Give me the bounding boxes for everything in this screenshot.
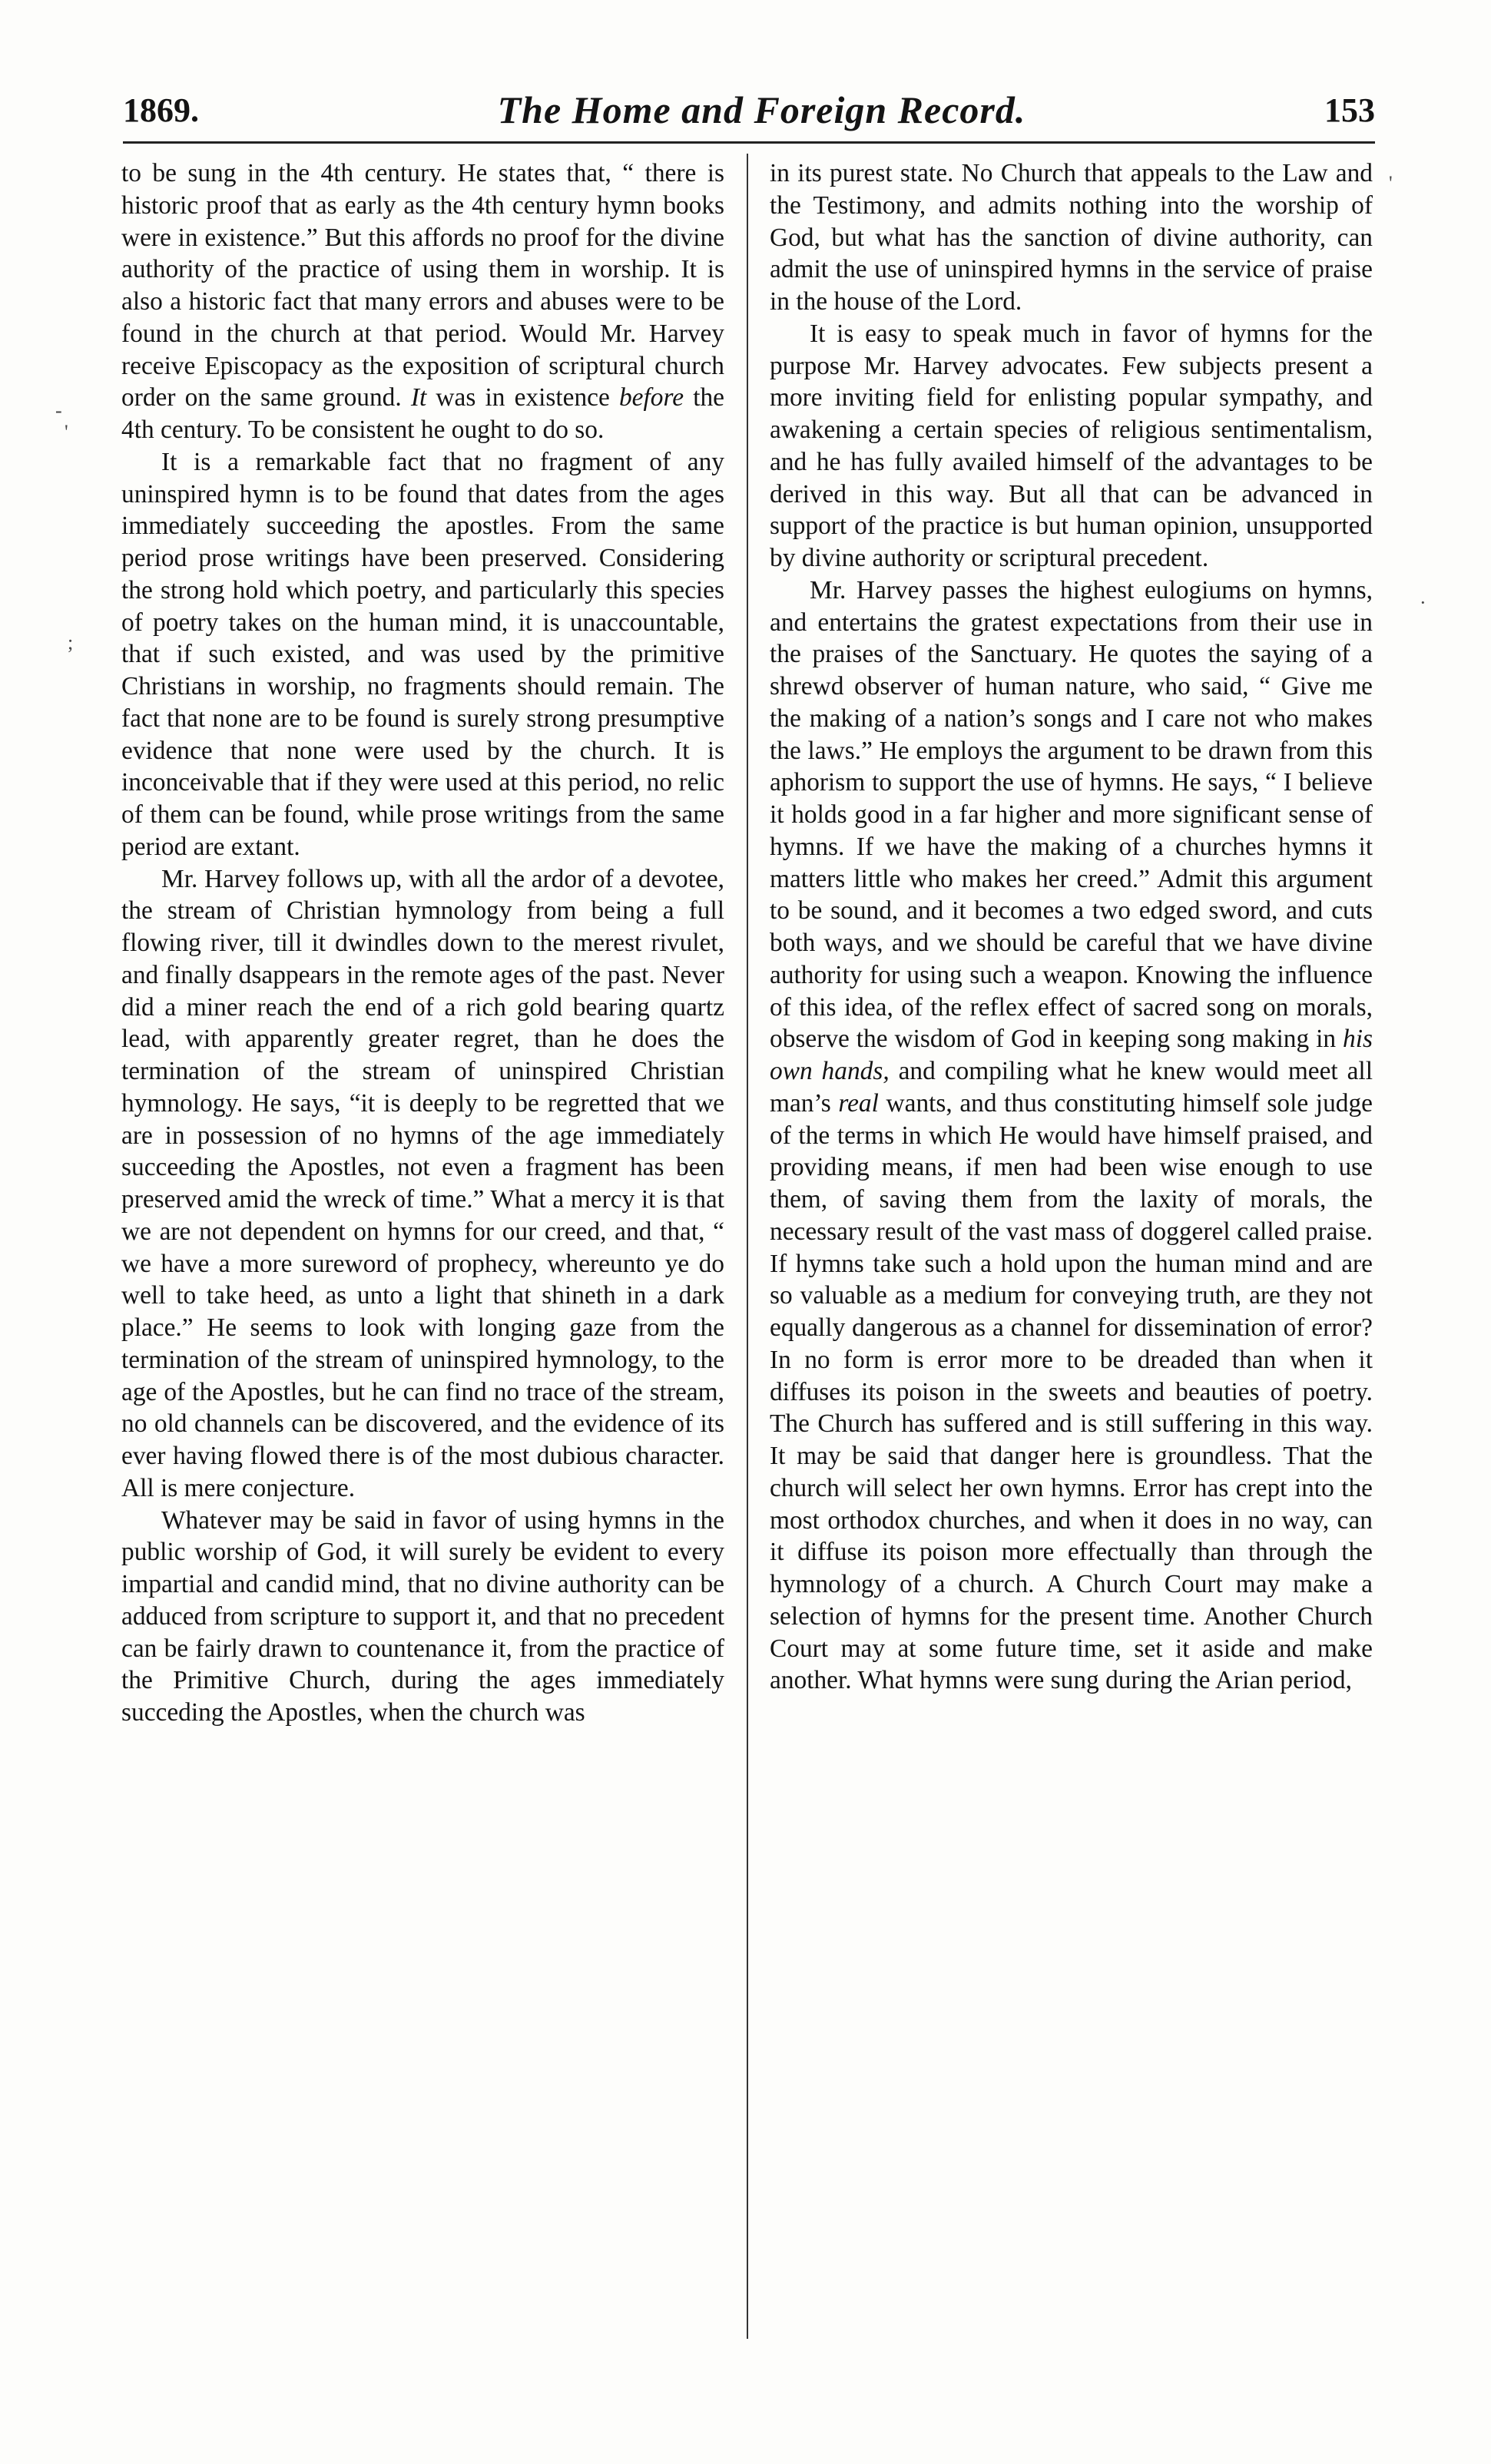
italic-it: It — [410, 383, 427, 412]
italic-before: before — [618, 383, 684, 412]
running-header — [123, 83, 1375, 137]
header-year: 1869. — [123, 91, 199, 129]
right-paragraph-1: in its purest state. No Church that appeals to the Law and the Testimony, and admits nothing into the worship of God, but what has the sanction of divine authority, can admit the use of uninspired hymns in the service of praise in the house of the Lord. — [770, 159, 1373, 316]
page-number: 153 — [1324, 91, 1375, 129]
margin-mark: ' — [65, 421, 68, 443]
right-column — [770, 157, 1373, 1697]
margin-mark: · — [1420, 591, 1426, 614]
margin-mark: - — [55, 399, 62, 422]
header-rule — [123, 141, 1375, 144]
left-paragraph-3: Mr. Harvey follows up, with all the ardor of a devotee, the stream of Christian hymnology from being a full flowing river, till it dwindles down to the merest rivulet, and finally dsappears in the remote ages of the past. Never did a miner reach the end of a rich gold bearing quartz lead, with apparently greater regret, than he does the termination of the stream of uninspired Christian hymnology. He says, “it is deeply to be regretted that we are in possession of no hymns of the age immediately succeeding the Apostles, not even a fragment has been preserved amid the wreck of time.” What a mercy it is that we are not dependent on hymns for our creed, and that, “ we have a more sureword of prophecy, whereunto ye do well to take heed, as unto a light that shineth in a dark place.” He seems to look with longing gaze from the termination of the stream of uninspired hymnology, to the age of the Apostles, but he can find no trace of the stream, no old channels can be discovered, and the evidence of its ever having flowed there is of the most dubious character. All is mere conjecture. — [121, 864, 724, 1502]
left-paragraph-1: to be sung in the 4th century. He states that, “ there is historic proof that as early as the 4th century hymn books were in existence.” But this affords no proof for the divine authority of the practice of using them in worship. It is also a historic fact that many errors and abuses were to be found in the church at that period. Would Mr. Harvey receive Episcopacy as the exposition of scriptural church order on the same ground. It was in existence before the 4th century. To be consistent he ought to do so. — [121, 159, 724, 444]
left-paragraph-4: Whatever may be said in favor of using hymns in the public worship of God, it will surely be evident to every impartial and candid mind, that no divine authority can be adduced from scripture to support it, and that no precedent can be fairly drawn to countenance it, from the practice of the Primitive Church, during the ages immediately succeding the Apostles, when the church was — [121, 1505, 724, 1727]
right-paragraph-2: It is easy to speak much in favor of hymns for the purpose Mr. Harvey advocates. Few subjects present a more inviting field for enlisting popular sympathy, and awakening a certain species of religious sentimentalism, and he has fully availed himself of the advantages to be derived in this way. But all that can be advanced in support of the practice is but human opinion, unsupported by divine authority or scriptural precedent. — [770, 319, 1373, 572]
italic-real: real — [838, 1088, 879, 1118]
left-paragraph-2: It is a remarkable fact that no fragment of any uninspired hymn is to be found that dates from the ages immediately succeeding the apostles. From the same period prose writings have been preserved. Considering the strong hold which poetry, and particularly this species of poetry takes on the human mind, it is unaccountable, that if such existed, and was used by the primitive Christians in worship, no fragments should remain. The fact that none are to be found is surely strong presumptive evidence that none were used by the church. It is inconceivable that if they were used at this period, no relic of them can be found, while prose writings from the same period are extant. — [121, 447, 724, 861]
margin-mark: ; — [68, 631, 74, 654]
margin-mark: ' — [1389, 172, 1393, 194]
right-paragraph-3: Mr. Harvey passes the highest eulogiums on hymns, and entertains the gratest expectations from their use in the praises of the Sanctuary. He quotes the saying of a shrewd observer of human nature, who said, “ Give me the making of a nation’s songs and I care not who makes the laws.” He employs the argument to be drawn from this aphorism to support the use of hymns. He says, “ I believe it holds good in a far higher and more significant sense of hymns. If we have the making of a churches hymns it matters little who makes her creed.” Admit this argument to be sound, and it becomes a two edged sword, and cuts both ways, and we should be careful that we have divine authority for using such a weapon. Knowing the influence of this idea, of the reflex effect of sacred song on morals, observe the wisdom of God in keeping song making in his own hands, and compiling what he knew would meet all man’s real wants, and thus constituting himself sole judge of the terms in which He would have himself praised, and providing means, if men had been wise enough to use them, of saving them from the laxity of morals, the necessary result of the vast mass of doggerel called praise. If hymns take such a hold upon the human mind and are so valuable as a medium for conveying truth, are they not equally dangerous as a channel for dissemination of error? In no form is error more to be dreaded than when it diffuses its poison in the sweets and beauties of poetry. The Church has suffered and is still suffering in this way. It may be said that danger here is groundless. That the church will select her own hymns. Error has crept into the most orthodox churches, and when it does in no way, can it diffuse its poison more effectually than through the hymnology of a church. A Church Court may make a selection of hymns for the present time. Another Church Court may at some future time, set it aside and make another. What hymns were sung during the Arian period, — [770, 575, 1373, 1695]
italic-his-own-hands: his own hands, — [770, 1025, 1373, 1085]
left-column — [121, 157, 724, 1729]
journal-title: The Home and Foreign Record. — [497, 88, 1026, 131]
column-divider — [747, 154, 748, 2339]
